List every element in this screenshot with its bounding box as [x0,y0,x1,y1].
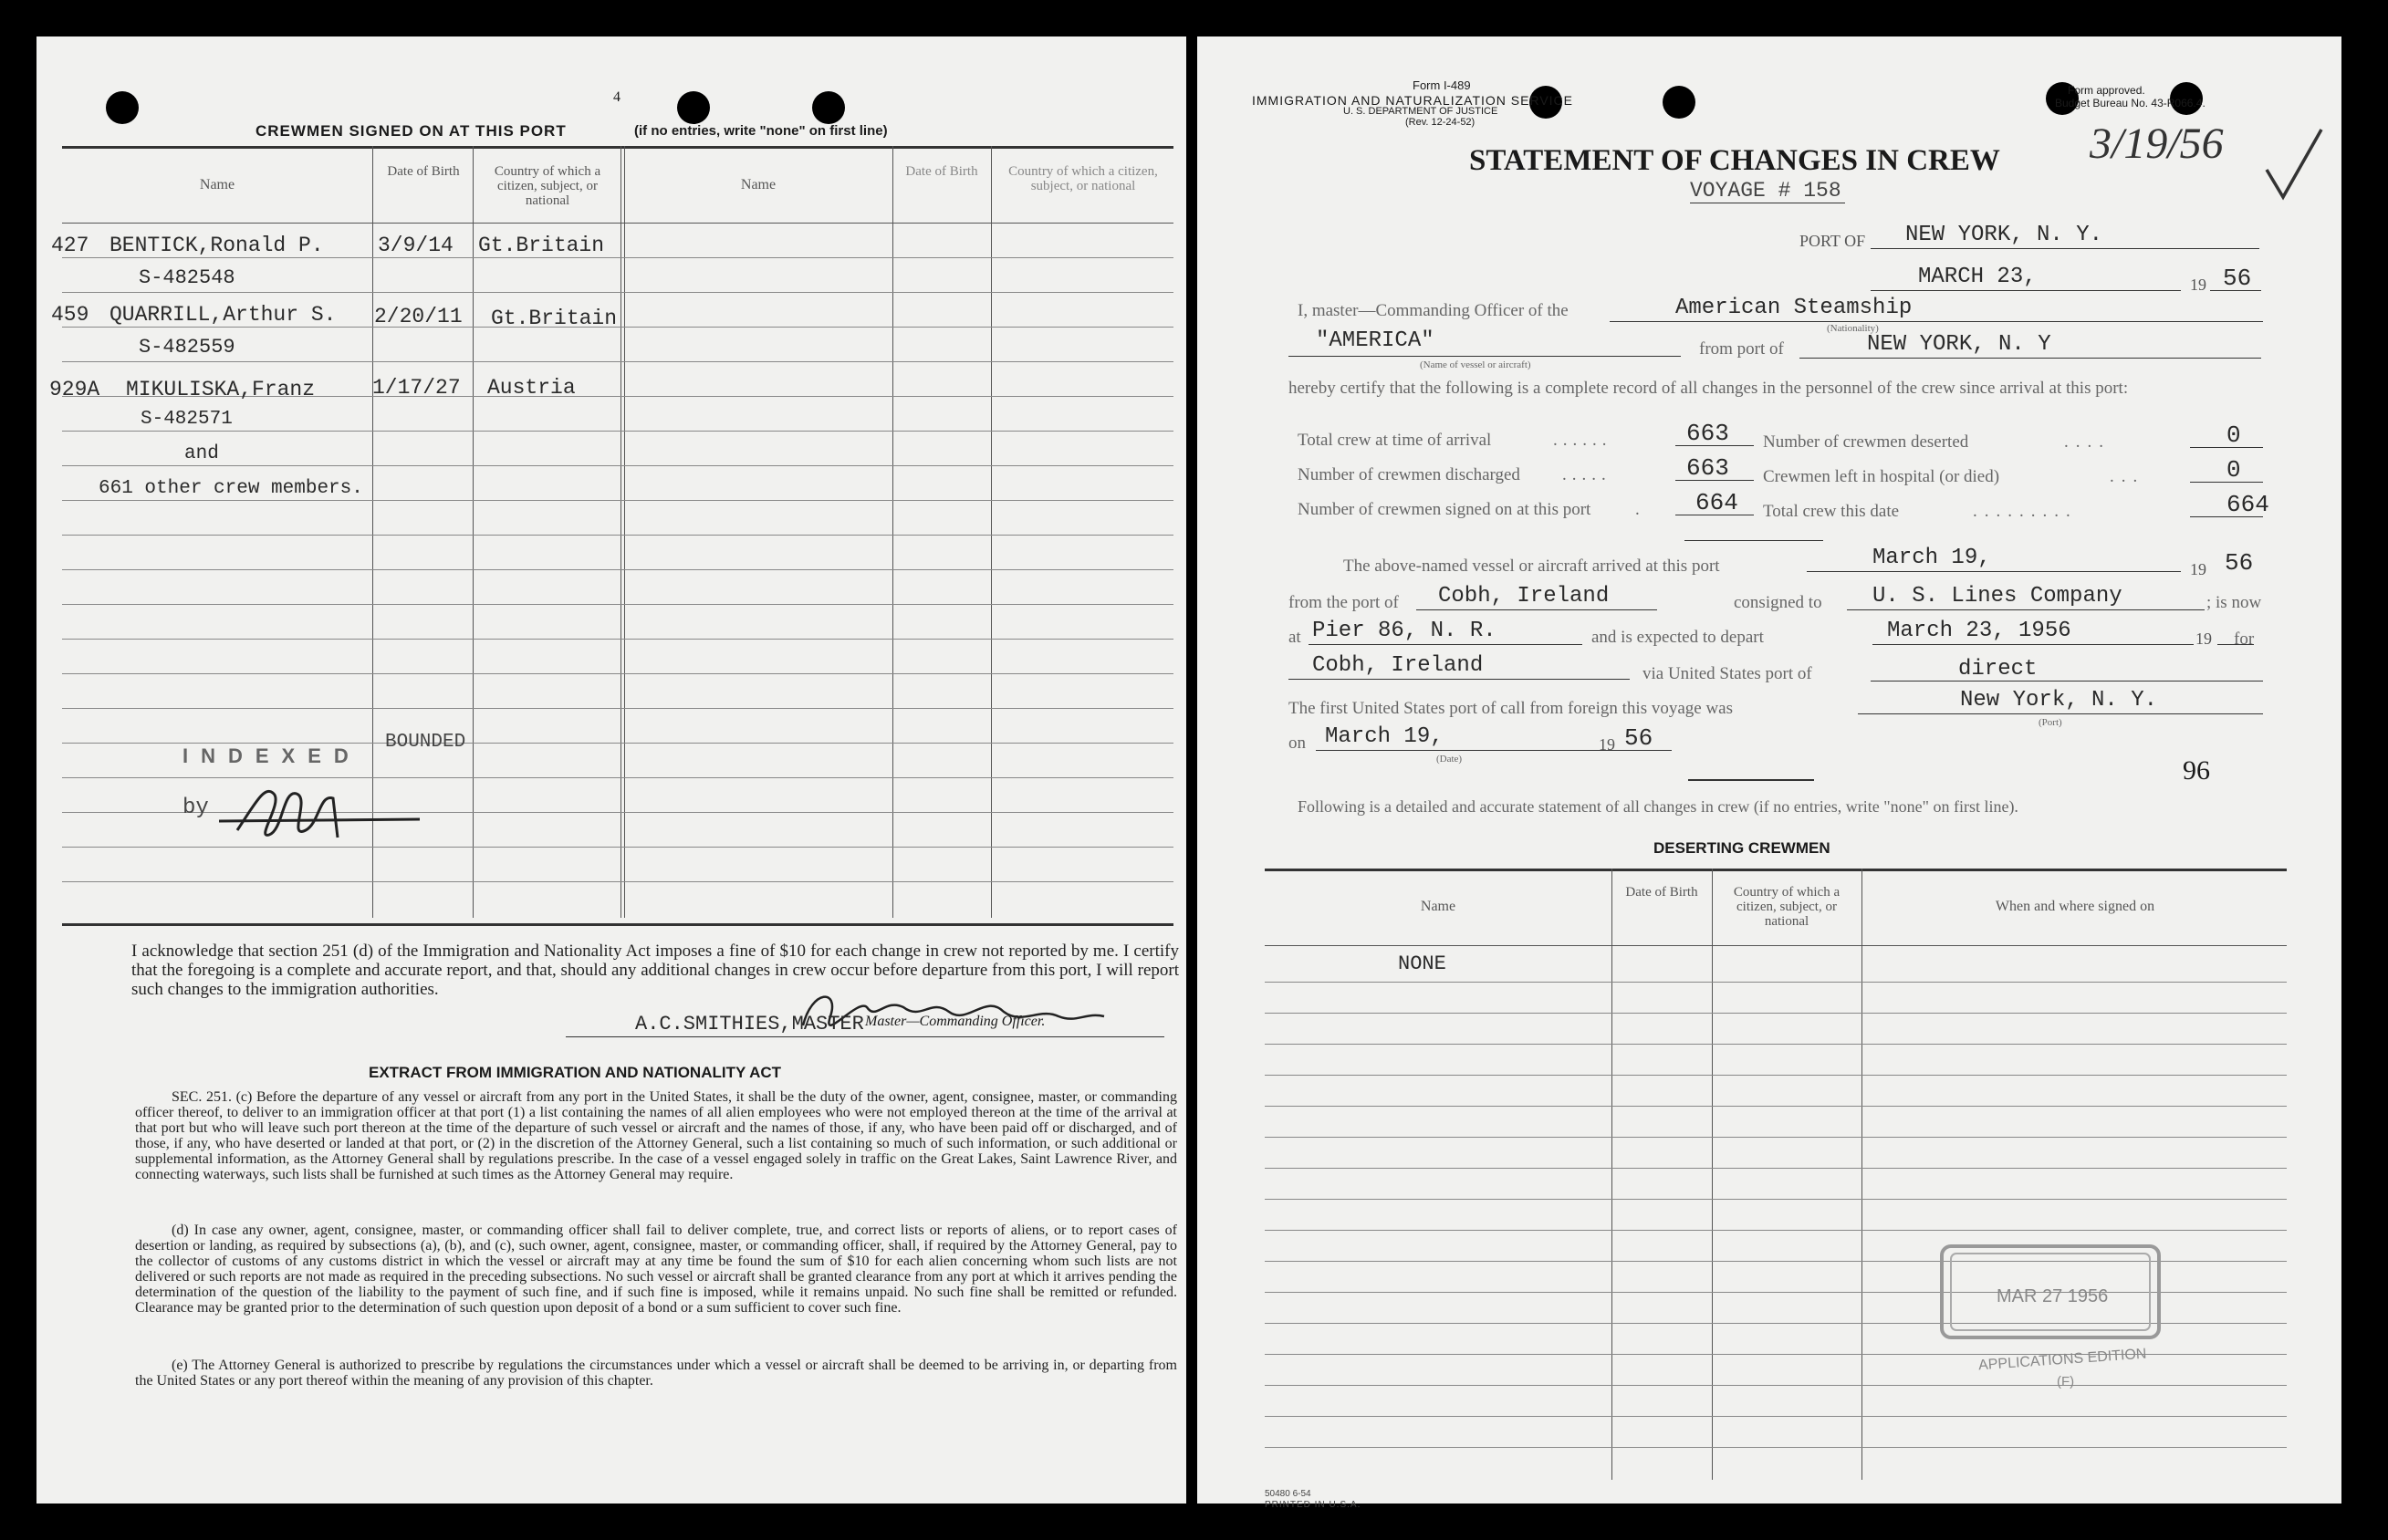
total-value: 664 [2226,491,2269,518]
total-value: 0 [2226,421,2241,449]
certify-text: hereby certify that the following is a complete record of all changes in the personnel of the crew since arrival at this port: [1288,379,2129,398]
entry-name: QUARRILL,Arthur S. [109,303,337,327]
year-prefix: 19 [2190,560,2206,578]
master-signature [785,971,1113,1053]
extract-title: EXTRACT FROM IMMIGRATION AND NATIONALITY ACT [369,1064,782,1081]
ruled-line [62,673,1173,674]
col-header-name: Name [199,177,235,192]
entry-id: S-482559 [139,336,235,359]
total-value: 663 [1686,454,1729,482]
ruled-line [1265,1168,2287,1169]
department-name: U. S. DEPARTMENT OF JUSTICE [1343,106,1498,117]
budget-bureau-number: Budget Bureau No. 43-R066.4. [2055,97,2206,109]
total-label: Total crew at time of arrival [1298,431,1492,450]
ruled-line [62,257,1173,258]
margin-number: 96 [2183,755,2210,786]
expected-value: March 23, 1956 [1887,619,2071,643]
ruled-line [62,639,1173,640]
ruled-line [1265,1447,2287,1448]
ruled-line [62,881,1173,882]
deserting-entry: NONE [1398,952,1446,975]
ruled-line [1265,1385,2287,1386]
year-prefix: 19 [2190,276,2206,294]
crewmen-signed-on-title: CREWMEN SIGNED ON AT THIS PORT [255,122,567,140]
statement-year: 56 [2223,265,2252,292]
initials-signature [219,766,420,848]
ruled-line [62,327,1173,328]
from-port-value: NEW YORK, N. Y [1867,332,2051,357]
via-label: via United States port of [1642,664,1812,683]
entry-dob: 2/20/11 [374,305,463,328]
total-label: Number of crewmen deserted [1763,432,1969,452]
voyage-number: VOYAGE # 158 [1690,179,1841,203]
total-label: Number of crewmen signed on at this port [1298,500,1591,519]
port-of-label: PORT OF [1799,232,1866,250]
total-value: 663 [1686,420,1729,447]
bounded-stamp: BOUNDED [385,732,466,753]
consigned-value: U. S. Lines Company [1872,584,2122,609]
punch-hole [106,91,139,124]
other-crew-text: 661 other crew members. [99,478,363,499]
destination-value: Cobh, Ireland [1312,653,1484,678]
punch-hole [677,91,710,124]
on-label: on [1288,734,1306,753]
at-label: at [1288,628,1301,647]
extract-paragraph: (e) The Attorney General is authorized to prescribe by regulations the circumstances under which a vessel or aircraft shall be deemed to be arriving in, or departing from the United States or any port thereof within the meaning of any provision of this chapter. [135,1358,1177,1389]
extract-paragraph: (d) In case any owner, agent, consignee, master, or commanding officer shall fail to deliver complete, true, and correct lists or reports of aliens, or to report cases of desertion or landing, as required by subsections (a), (b), and (c), such owner, agent, consignee, master, or commanding officer, shall, if required by the Attorney General, pay to the collector of customs of any customs district in which the vessel or aircraft may at any time be found the sum of $10 for each alien concerning whom such lists are not delivered or such reports are not made as required in the preceding subsections. No such vessel or aircraft shall be granted clearance from any port at which it arrives pending the determination of the question of the liability to the payment of such fine, and if such fine is imposed, while it remains unpaid. No such fine shall be remitted or refunded. Clearance may be granted prior to the determination of such question upon deposit of a bond or a sum sufficient to cover such fine. [135,1223,1177,1316]
year-prefix: 19 [2195,630,2212,648]
ruled-line [62,569,1173,570]
from-port-label: from port of [1699,339,1784,359]
ruled-line [1265,1044,2287,1045]
check-mark [2261,124,2325,206]
col-header-dob-2: Date of Birth [905,164,978,179]
right-page: Form I-489 IMMIGRATION AND NATURALIZATION SERVICE U. S. DEPARTMENT OF JUSTICE (Rev. 12-24-52) Form approved. Budget Bureau No. 43-R066.4. 3/19/56 STATEMENT OF CHANGES IN CREW VOYAGE # 158 PORT OF NEW YORK, N. Y. MARCH 23, 19 56 I, master—Commanding Officer of the American Steamship (Nationality) "AMERICA" (Name of vessel or aircraft) from port of NEW YORK, N. Y hereby certify that the following is a complete record of all changes in the personnel of the crew since arrival at this port: Total crew at time of arrival ...... 663 Number of crewmen discharged ..... 663 Number of crewmen signed on at this port . 664 Number of crewmen deserted .... 0 Crewmen left in hospital (or died) ... 0 Total crew this date ......... 664 The above-named vessel or aircraft arrived at this port March 19, 19 56 from the port of Cobh, Ireland consigned to U. S. Lines Company ; is now at Pier 86, N. R. and is expected to depart March 23, 1956 19 for Cobh, Ireland via United States port of direct The first United States port of call from foreign this voyage was New York, N. Y. (Port) on March 19, (Date) 19 56 96 Following is a detailed and accurate statement of all changes in crew (if no entries, write "none" on first line). DESERTING CREWMEN Name Date of Birth Country of which a citizen, subject, or national When and where signed on NONE MAR 27 1956 APPLICATIONS EDITION (F) 50480 6-54 PRINTED IN U.S.A. [1197,36,2341,1504]
ruled-line [1265,1013,2287,1014]
ruled-line [62,535,1173,536]
ruled-line [62,604,1173,605]
entry-number: 459 [51,303,89,327]
col-header-dob: Date of Birth [1625,885,1698,900]
port-of-value: NEW YORK, N. Y. [1905,223,2103,247]
agency-name: IMMIGRATION AND NATURALIZATION SERVICE [1252,93,1573,108]
ruled-line [1265,1199,2287,1200]
ruled-line [62,500,1173,501]
total-value: 664 [1695,489,1738,516]
total-label: Crewmen left in hospital (or died) [1763,467,2000,486]
stamp-code: (F) [2057,1374,2075,1389]
first-port-value: New York, N. Y. [1960,688,2158,713]
entry-id: S-482548 [139,266,235,289]
entry-name: BENTICK,Ronald P. [109,234,324,257]
date-caption: (Date) [1436,754,1463,765]
entry-country: Gt.Britain [478,234,605,257]
punch-hole [812,91,845,124]
indexed-stamp: INDEXED [182,744,361,767]
for-label: for [2234,630,2255,649]
from-port-of-label: from the port of [1288,593,1399,612]
page-number: 4 [613,89,620,105]
entry-dob: 1/17/27 [372,376,461,400]
on-date: March 19, [1325,724,1444,749]
form-title: STATEMENT OF CHANGES IN CREW [1469,144,2000,177]
first-port-label: The first United States port of call from foreign this voyage was [1288,699,1734,718]
entry-dob: 3/9/14 [378,234,454,257]
via-value: direct [1958,657,2038,682]
is-now-label: ; is now [2206,593,2262,612]
total-value: 0 [2226,456,2241,484]
total-label: Total crew this date [1763,502,1900,521]
vessel-name: "AMERICA" [1316,328,1434,353]
ruled-line [1265,1106,2287,1107]
acknowledgement-text: I acknowledge that section 251 (d) of the Immigration and Nationality Act imposes a fine of $10 for each change in crew not reported by me. I certify that the foregoing is a complete and accurate report, and that, should any additional changes in crew occur before departure from this port, I will report such changes to the immigration authorities. [131,942,1179,999]
consigned-label: consigned to [1734,593,1822,612]
col-header-dob: Date of Birth [387,164,460,179]
entry-name: MIKULISKA,Franz [126,378,316,401]
nationality-caption: (Nationality) [1827,323,1879,334]
port-caption: (Port) [2039,717,2062,728]
ruled-line [1265,1416,2287,1417]
following-text: Following is a detailed and accurate statement of all changes in crew (if no entries, write "none" on first line). [1298,797,2018,816]
ruled-line [62,361,1173,362]
left-page [36,36,1186,1504]
master-label: I, master—Commanding Officer of the [1298,301,1569,320]
col-header-name: Name [1420,899,1456,914]
form-number: Form I-489 [1413,78,1471,92]
on-year: 56 [1624,724,1653,752]
col-header-country: Country of which a citizen, subject, or national [494,164,601,208]
entry-country: Austria [487,376,576,400]
expected-label: and is expected to depart [1591,628,1764,647]
arrived-date: March 19, [1872,546,1991,570]
arrived-label: The above-named vessel or aircraft arrived at this port [1343,557,1720,576]
ruled-line [1265,982,2287,983]
from-port-of-value: Cobh, Ireland [1438,584,1610,609]
year-prefix: 19 [1599,735,1615,754]
col-header-country: Country of which a citizen, subject, or national [1733,885,1841,929]
form-approved: Form approved. [2068,84,2145,97]
nationality-value: American Steamship [1675,296,1913,320]
ruled-line [62,743,1173,744]
deserting-title: DESERTING CREWMEN [1653,839,1830,857]
entry-number: 929A [49,378,100,401]
pier-value: Pier 86, N. R. [1312,619,1496,643]
ruled-line [1265,1075,2287,1076]
col-header-name-2: Name [740,177,777,192]
stamp-edition: APPLICATIONS EDITION [1977,1346,2147,1374]
master-name-typed: A.C.SMITHIES,MASTER [635,1013,864,1035]
entry-id: S-482571 [141,409,233,430]
ruled-line [1265,1137,2287,1138]
col-header-when-where: When and where signed on [1995,899,2155,914]
arrived-year: 56 [2225,549,2254,577]
by-stamp: by [182,796,209,820]
entry-number: 427 [51,234,89,257]
statement-date: MARCH 23, [1918,265,2037,289]
printed-in: PRINTED IN U.S.A. [1265,1500,1361,1510]
ruled-line [62,292,1173,293]
col-header-country-2: Country of which a citizen, subject, or national [1008,164,1158,193]
handwritten-date: 3/19/56 [2090,120,2224,168]
and-text: and [184,443,219,464]
form-revision: (Rev. 12-24-52) [1405,117,1476,128]
ruled-line [62,465,1173,466]
crewmen-signed-on-note: (if no entries, write "none" on first line) [634,123,888,139]
extract-paragraph: SEC. 251. (c) Before the departure of any vessel or aircraft from any port in the United States, it shall be the duty of the owner, agent, consignee, master, or commanding officer thereof, to deliver to an immigration officer at that port (1) a list containing the names of all alien employees who were not employed thereon at the time of the arrival at that port but who will leave such port thereon at the time of the departure of such vessel or aircraft and the names of those, if any, who have been paid off or discharged, and of those, if any, who have deserted or landed at that port, or (2) in the discretion of the Attorney General, such a list containing so much of such information, or such additional or supplemental information, as the Attorney General shall by regulations prescribe. In the case of a vessel engaged solely in traffic on the Great Lakes, Saint Lawrence River, and connecting waterways, such lists shall be furnished at such times as the Attorney General may require. [135,1089,1177,1182]
ruled-line [62,431,1173,432]
print-code: 50480 6-54 [1265,1489,1311,1499]
entry-country: Gt.Britain [491,307,618,330]
stamp-date: MAR 27 1956 [1997,1286,2109,1306]
master-caption: Master—Commanding Officer. [865,1014,1046,1029]
punch-hole [1663,86,1695,119]
ruled-line [62,708,1173,709]
ruled-line [1265,1230,2287,1231]
vessel-caption: (Name of vessel or aircraft) [1420,359,1531,370]
total-label: Number of crewmen discharged [1298,465,1520,484]
